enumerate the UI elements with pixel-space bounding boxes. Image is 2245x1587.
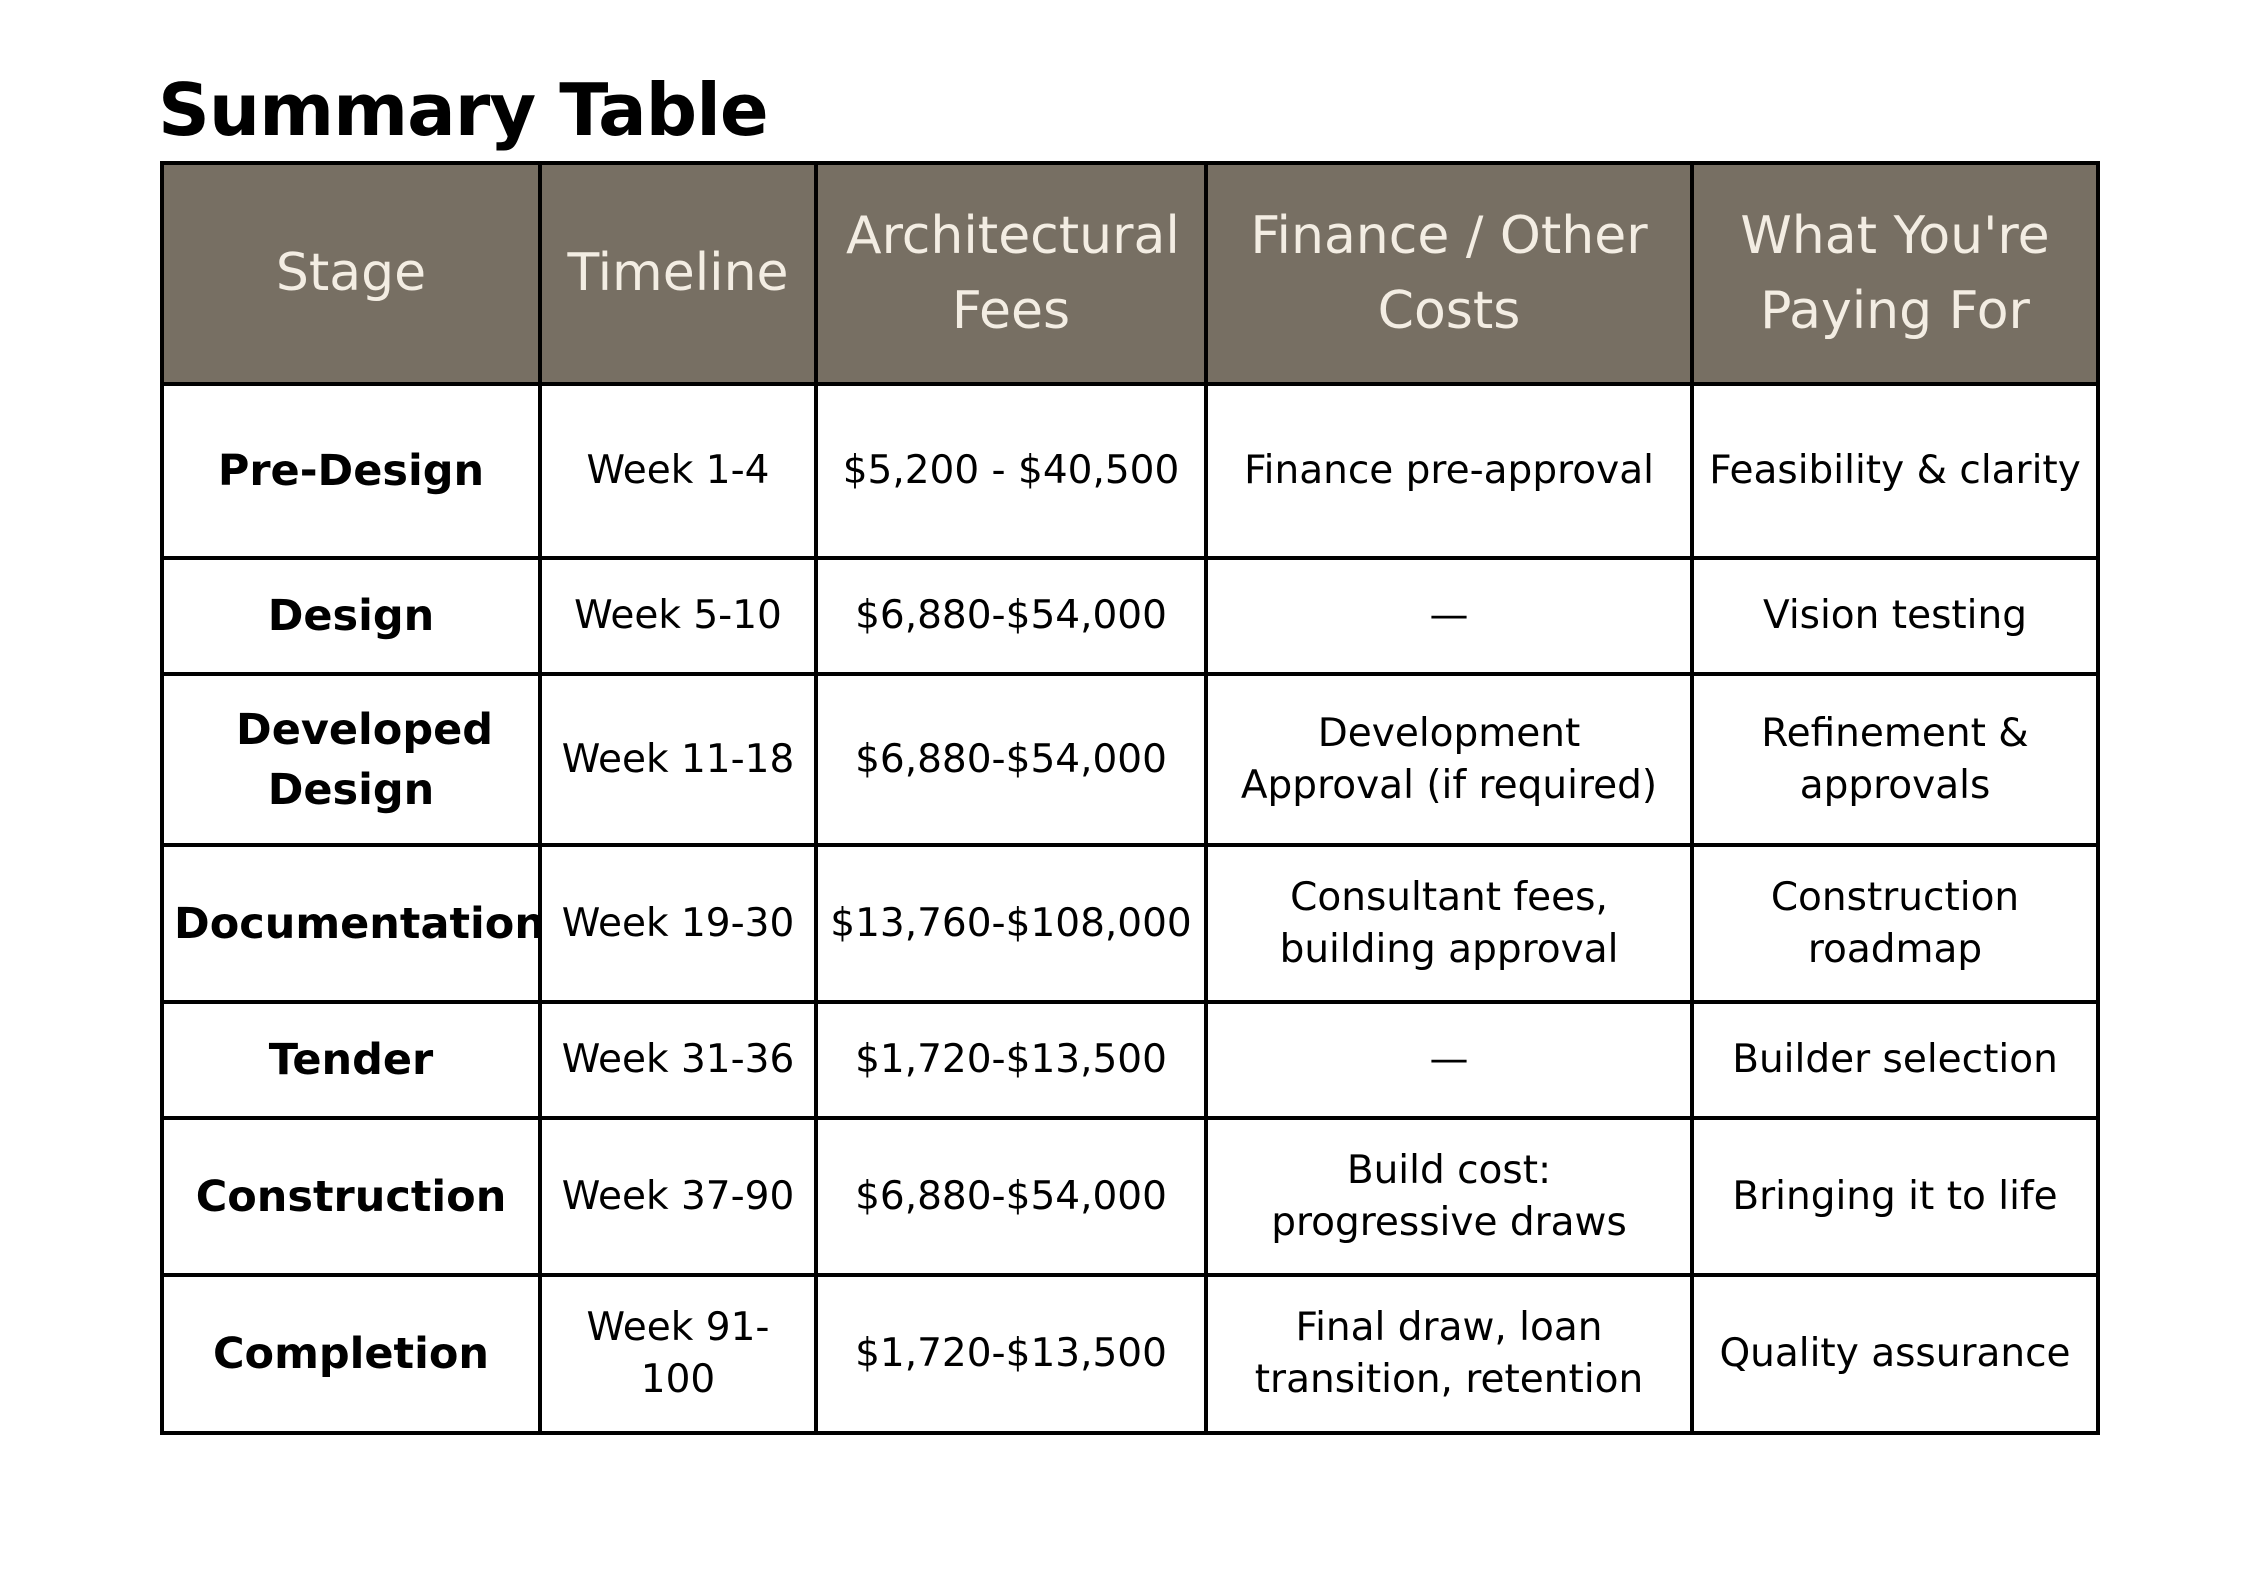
timeline-cell: Week 37-90 — [540, 1118, 816, 1275]
fees-cell: $1,720-$13,500 — [816, 1002, 1206, 1118]
paying-for-cell: Builder selection — [1692, 1002, 2098, 1118]
stage-cell: Design — [162, 558, 540, 674]
page-title: Summary Table — [158, 68, 768, 152]
table-header-row — [162, 163, 2098, 384]
finance-cell: Build cost: progressive draws — [1206, 1118, 1692, 1275]
table-row — [162, 1275, 2098, 1433]
finance-cell: — — [1206, 1002, 1692, 1118]
timeline-cell: Week 19-30 — [540, 845, 816, 1002]
header-paying-for: What You're Paying For — [1692, 163, 2098, 384]
finance-cell: Final draw, loan transition, retention — [1206, 1275, 1692, 1433]
header-architectural-fees: Architectural Fees — [816, 163, 1206, 384]
fees-cell: $13,760-$108,000 — [816, 845, 1206, 1002]
finance-cell: Finance pre-approval — [1206, 384, 1692, 558]
table-row — [162, 384, 2098, 558]
fees-cell: $6,880-$54,000 — [816, 1118, 1206, 1275]
table-row — [162, 1002, 2098, 1118]
fees-cell: $5,200 - $40,500 — [816, 384, 1206, 558]
stage-cell: Developed Design — [162, 674, 540, 845]
finance-cell: Consultant fees, building approval — [1206, 845, 1692, 1002]
timeline-cell: Week 91-100 — [540, 1275, 816, 1433]
header-finance-other-costs: Finance / Other Costs — [1206, 163, 1692, 384]
timeline-cell: Week 31-36 — [540, 1002, 816, 1118]
fees-cell: $1,720-$13,500 — [816, 1275, 1206, 1433]
table-row — [162, 558, 2098, 674]
summary-table — [160, 161, 2100, 1435]
timeline-cell: Week 5-10 — [540, 558, 816, 674]
table-row — [162, 674, 2098, 845]
header-timeline: Timeline — [540, 163, 816, 384]
stage-cell: Construction — [162, 1118, 540, 1275]
fees-cell: $6,880-$54,000 — [816, 558, 1206, 674]
paying-for-cell: Refinement & approvals — [1692, 674, 2098, 845]
table-row — [162, 845, 2098, 1002]
stage-cell: Pre-Design — [162, 384, 540, 558]
finance-cell: — — [1206, 558, 1692, 674]
paying-for-cell: Bringing it to life — [1692, 1118, 2098, 1275]
header-stage: Stage — [162, 163, 540, 384]
paying-for-cell: Feasibility & clarity — [1692, 384, 2098, 558]
finance-cell: Development Approval (if required) — [1206, 674, 1692, 845]
paying-for-cell: Construction roadmap — [1692, 845, 2098, 1002]
stage-cell: Completion — [162, 1275, 540, 1433]
timeline-cell: Week 11-18 — [540, 674, 816, 845]
paying-for-cell: Quality assurance — [1692, 1275, 2098, 1433]
table-row — [162, 1118, 2098, 1275]
stage-cell: Documentation — [162, 845, 540, 1002]
paying-for-cell: Vision testing — [1692, 558, 2098, 674]
stage-cell: Tender — [162, 1002, 540, 1118]
timeline-cell: Week 1-4 — [540, 384, 816, 558]
fees-cell: $6,880-$54,000 — [816, 674, 1206, 845]
